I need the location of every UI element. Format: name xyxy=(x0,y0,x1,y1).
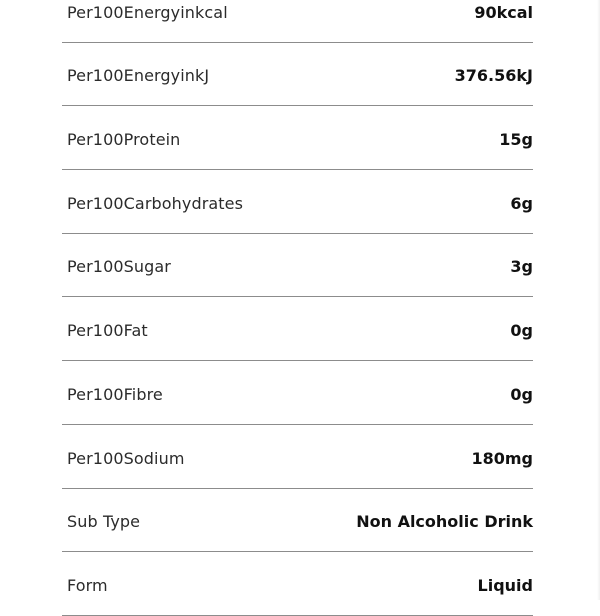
spec-value: Non Alcoholic Drink xyxy=(356,512,533,532)
spec-row-fat xyxy=(62,297,533,361)
spec-row-sub-type xyxy=(62,489,533,553)
spec-value: 376.56kJ xyxy=(454,66,533,86)
spec-value: 15g xyxy=(499,130,533,150)
spec-value: 90kcal xyxy=(474,2,533,22)
spec-label: Form xyxy=(67,575,108,595)
spec-row-protein xyxy=(62,106,533,170)
spec-label: Per100Energyinkcal xyxy=(67,2,228,22)
spec-label: Per100Carbohydrates xyxy=(67,193,244,213)
spec-row-energy-kcal xyxy=(62,0,533,43)
spec-label: Per100Fibre xyxy=(67,384,163,404)
product-spec-table xyxy=(62,0,533,616)
spec-row-form xyxy=(62,552,533,616)
spec-row-sugar xyxy=(62,234,533,298)
spec-row-sodium xyxy=(62,425,533,489)
spec-value: 3g xyxy=(510,257,533,277)
spec-row-carbohydrates xyxy=(62,170,533,234)
spec-label: Per100Sodium xyxy=(67,448,185,468)
spec-value: 0g xyxy=(510,384,533,404)
spec-label: Per100Sugar xyxy=(67,257,171,277)
spec-label: Per100EnergyinkJ xyxy=(67,66,210,86)
spec-value: 6g xyxy=(510,193,533,213)
spec-row-energy-kj xyxy=(62,43,533,107)
spec-label: Per100Protein xyxy=(67,130,181,150)
spec-label: Sub Type xyxy=(67,512,141,532)
spec-label: Per100Fat xyxy=(67,321,148,341)
spec-value: Liquid xyxy=(477,575,533,595)
spec-value: 180mg xyxy=(471,448,533,468)
spec-value: 0g xyxy=(510,321,533,341)
spec-row-fibre xyxy=(62,361,533,425)
